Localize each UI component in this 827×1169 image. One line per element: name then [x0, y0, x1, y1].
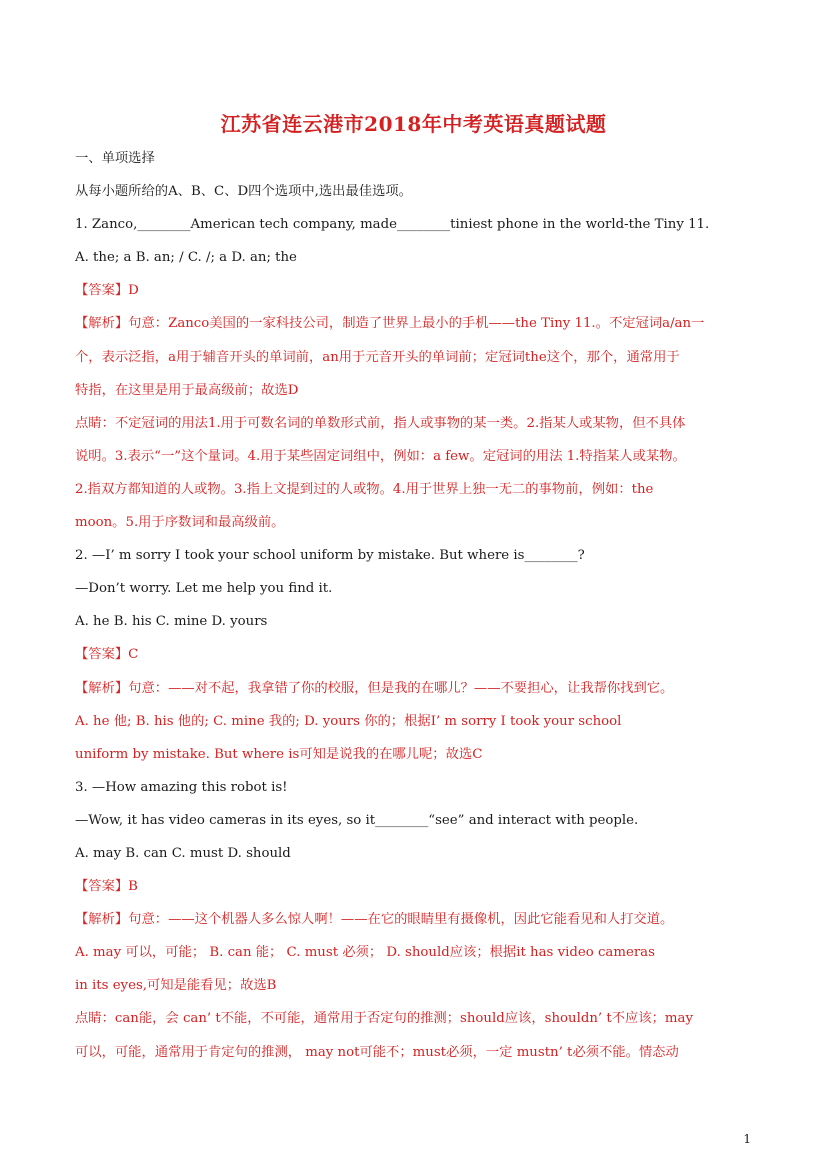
text-line: A. the; a B. an; / C. /; a D. an; the	[75, 250, 297, 266]
text-line: 【解析】句意：Zanco美国的一家科技公司，制造了世界上最小的手机——the Tiny 11.。不定冠词a/an一	[75, 316, 705, 332]
text-line: 个，表示泛指，a用于辅音开头的单词前，an用于元音开头的单词前；定冠词the这个，那个，通常用于	[75, 349, 680, 365]
text-line: A. he 他; B. his 他的; C. mine 我的; D. yours 你的；根据I’ m sorry I took your school	[75, 713, 622, 729]
text-line: 【答案】B	[75, 879, 138, 895]
text-line: uniform by mistake. But where is可知是说我的在哪儿呢；故选C	[75, 746, 483, 762]
text-line: 1. Zanco,________American tech company, made________tiniest phone in the world-the Tiny 11.	[75, 217, 710, 233]
text-line: 点睛：can能，会 can’ t不能，不可能，通常用于否定句的推测；should应该，shouldn’ t不应该；may	[75, 1011, 693, 1027]
page-number: 1	[743, 1132, 751, 1146]
text-line: 2. —I’ m sorry I took your school uniform by mistake. But where is________?	[75, 548, 585, 564]
text-line: 【答案】C	[75, 647, 139, 663]
text-line: 3. —How amazing this robot is!	[75, 779, 288, 795]
text-line: 说明。3.表示“一”这个量词。4.用于某些固定词组中，例如：a few。定冠词的用法 1.特指某人或某物。	[75, 448, 686, 464]
text-line: 【答案】D	[75, 283, 139, 299]
text-line: in its eyes,可知是能看见；故选B	[75, 978, 277, 994]
text-line: 【解析】句意：——对不起，我拿错了你的校服，但是我的在哪儿？——不要担心，让我帮你找到它。	[75, 680, 674, 696]
text-line: —Don’t worry. Let me help you find it.	[75, 581, 333, 597]
text-line: A. may B. can C. must D. should	[75, 845, 291, 861]
text-line: A. he B. his C. mine D. yours	[75, 614, 268, 630]
text-line: 可以，可能，通常用于肯定句的推测， may not可能不；must必须，一定 mustn’ t必须不能。情态动	[75, 1044, 679, 1060]
text-line: moon。5.用于序数词和最高级前。	[75, 515, 285, 531]
text-line: 从每小题所给的A、B、C、D四个选项中,选出最佳选项。	[75, 184, 412, 200]
text-line: A. may 可以，可能； B. can 能； C. must 必须； D. should应该；根据it has video cameras	[75, 945, 655, 961]
text-line: 一、单项选择	[75, 151, 155, 166]
text-line: 【解析】句意：——这个机器人多么惊人啊！——在它的眼睛里有摄像机，因此它能看见和人打交道。	[75, 912, 674, 928]
text-line: 特指，在这里是用于最高级前；故选D	[75, 382, 299, 398]
text-line: 2.指双方都知道的人或物。3.指上文提到过的人或物。4.用于世界上独一无二的事物前，例如：the	[75, 481, 654, 497]
text-line: —Wow, it has video cameras in its eyes, so it________“see” and interact with people.	[75, 812, 639, 828]
document-title: 江苏省连云港市2018年中考英语真题试题	[220, 112, 607, 136]
text-line: 点睛：不定冠词的用法1.用于可数名词的单数形式前，指人或事物的某一类。2.指某人或某物，但不具体	[75, 415, 686, 431]
document-body	[75, 146, 755, 1073]
